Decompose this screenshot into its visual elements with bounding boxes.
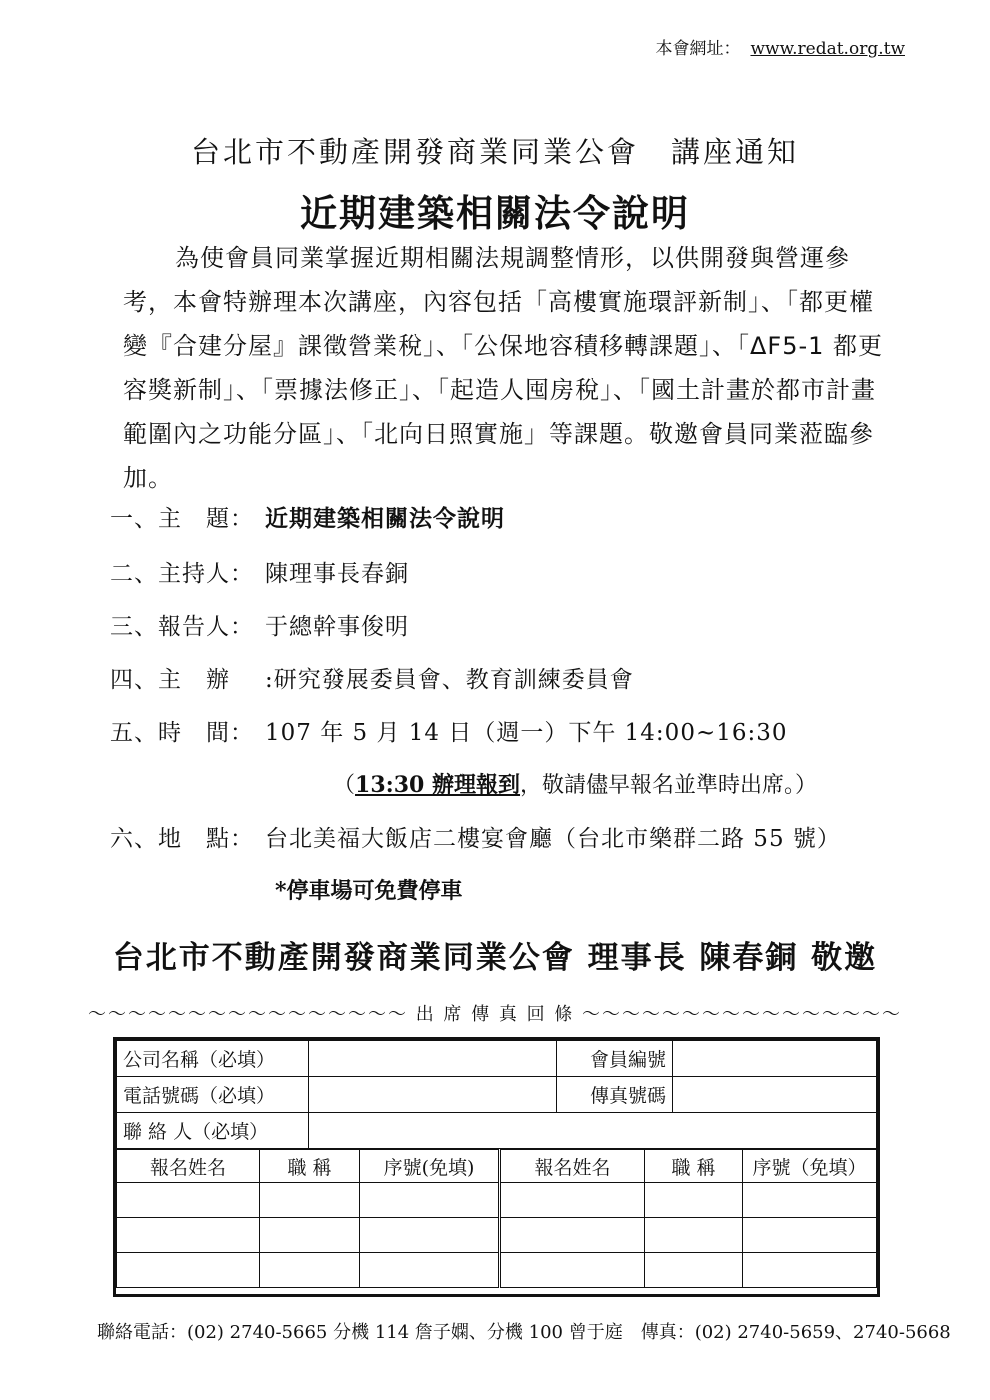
serial-no-cell: [743, 1183, 877, 1218]
attendee-name-cell[interactable]: [500, 1183, 645, 1218]
job-title-cell[interactable]: [645, 1253, 743, 1288]
serial-no-cell: [360, 1183, 500, 1218]
company-info-table: [116, 1040, 877, 1149]
note-rest: ，敬請儘早報名並準時出席。）: [520, 773, 818, 798]
job-title-cell[interactable]: [260, 1218, 360, 1253]
item-label: 四、主 辦: [110, 667, 230, 693]
attendee-name-cell[interactable]: [500, 1253, 645, 1288]
item-organizer: [110, 661, 634, 694]
parking-note: *停車場可免費停車: [275, 878, 463, 904]
job-title-cell[interactable]: [645, 1183, 743, 1218]
member-no-label: 會員編號: [557, 1041, 673, 1077]
item-value: 于總幹事俊明: [265, 614, 409, 640]
contact-label: 聯 絡 人（必填）: [117, 1113, 309, 1149]
item-time: [110, 714, 788, 747]
serial-no-cell: [743, 1253, 877, 1288]
member-no-field[interactable]: [673, 1041, 877, 1077]
org-title: 台北市不動產開發商業同業公會 講座通知: [190, 135, 799, 169]
item-label: 五、時 間：: [110, 720, 254, 746]
registration-time: 13:30 辦理報到: [355, 772, 521, 798]
fax-label: 傳真號碼: [557, 1077, 673, 1113]
col-attendee-name: 報名姓名: [117, 1150, 260, 1183]
item-label: 一、主 題：: [110, 506, 254, 532]
company-field[interactable]: [309, 1041, 557, 1077]
item-topic: [110, 500, 505, 533]
website-label: 本會網址：: [655, 39, 741, 59]
table-row: [117, 1218, 877, 1253]
job-title-cell[interactable]: [260, 1183, 360, 1218]
intro-paragraph: 為使會員同業掌握近期相關法規調整情形，以供開發與營運參考，本會特辦理本次講座，內容包括「高樓實施環評新制」、「都更權變『合建分屋』課徵營業稅」、「公保地容積移轉課題」、「ΔF5-1 都更容獎新制」、「票據法修正」、「起造人囤房稅」、「國土計畫於都市計畫範圍內之功能分區」、「北向日照實施」等課題。敬邀會員同業蒞臨參加。: [123, 244, 884, 492]
item-label: 三、報告人：: [110, 614, 254, 640]
contact-field[interactable]: [309, 1113, 877, 1149]
item-value: 台北美福大飯店二樓宴會廳（台北市樂群二路 55 號）: [265, 826, 841, 852]
col-serial-no: 序號(免填): [360, 1150, 500, 1183]
website-link[interactable]: www.redat.org.tw: [750, 39, 905, 59]
phone-label: 電話號碼（必填）: [117, 1077, 309, 1113]
item-value: 陳理事長春銅: [265, 561, 409, 587]
job-title-cell[interactable]: [260, 1253, 360, 1288]
item-label: 二、主持人：: [110, 561, 254, 587]
table-row: [117, 1253, 877, 1288]
item-label: 六、地 點：: [110, 826, 254, 852]
col-attendee-name: 報名姓名: [500, 1150, 645, 1183]
reply-slip-divider: ～～～～～～～～～～～～～～～～ 出 席 傳 真 回 條 ～～～～～～～～～～～～～～～～: [87, 1004, 903, 1025]
item-reporter: [110, 608, 409, 641]
item-value: 107 年 5 月 14 日（週一）下午 14:00~16:30: [265, 720, 788, 746]
website-line: [655, 34, 905, 59]
signature: 台北市不動產開發商業同業公會 理事長 陳春銅 敬邀: [112, 940, 878, 976]
registration-note: [333, 768, 817, 799]
reply-form: [113, 1037, 880, 1297]
item-location: [110, 820, 841, 853]
serial-no-cell: [360, 1218, 500, 1253]
job-title-cell[interactable]: [645, 1218, 743, 1253]
serial-no-cell: [743, 1218, 877, 1253]
attendee-name-cell[interactable]: [500, 1218, 645, 1253]
col-job-title: 職 稱: [260, 1150, 360, 1183]
item-value: :研究發展委員會、教育訓練委員會: [265, 667, 634, 693]
attendee-name-cell[interactable]: [117, 1183, 260, 1218]
contact-footer: 聯絡電話：(02) 2740-5665 分機 114 詹子嫻、分機 100 曾于庭 傳真：(02) 2740-5659、2740-5668: [97, 1322, 951, 1343]
phone-field[interactable]: [309, 1077, 557, 1113]
company-label: 公司名稱（必填）: [117, 1041, 309, 1077]
fax-field[interactable]: [673, 1077, 877, 1113]
attendee-name-cell[interactable]: [117, 1218, 260, 1253]
table-row: [117, 1183, 877, 1218]
attendee-table: [116, 1149, 877, 1288]
col-serial-no: 序號（免填）: [743, 1150, 877, 1183]
serial-no-cell: [360, 1253, 500, 1288]
main-title: 近期建築相關法令說明: [300, 192, 690, 235]
attendee-name-cell[interactable]: [117, 1253, 260, 1288]
item-value: 近期建築相關法令說明: [265, 505, 505, 532]
col-job-title: 職 稱: [645, 1150, 743, 1183]
note-open: （: [333, 773, 356, 798]
item-host: [110, 555, 409, 588]
